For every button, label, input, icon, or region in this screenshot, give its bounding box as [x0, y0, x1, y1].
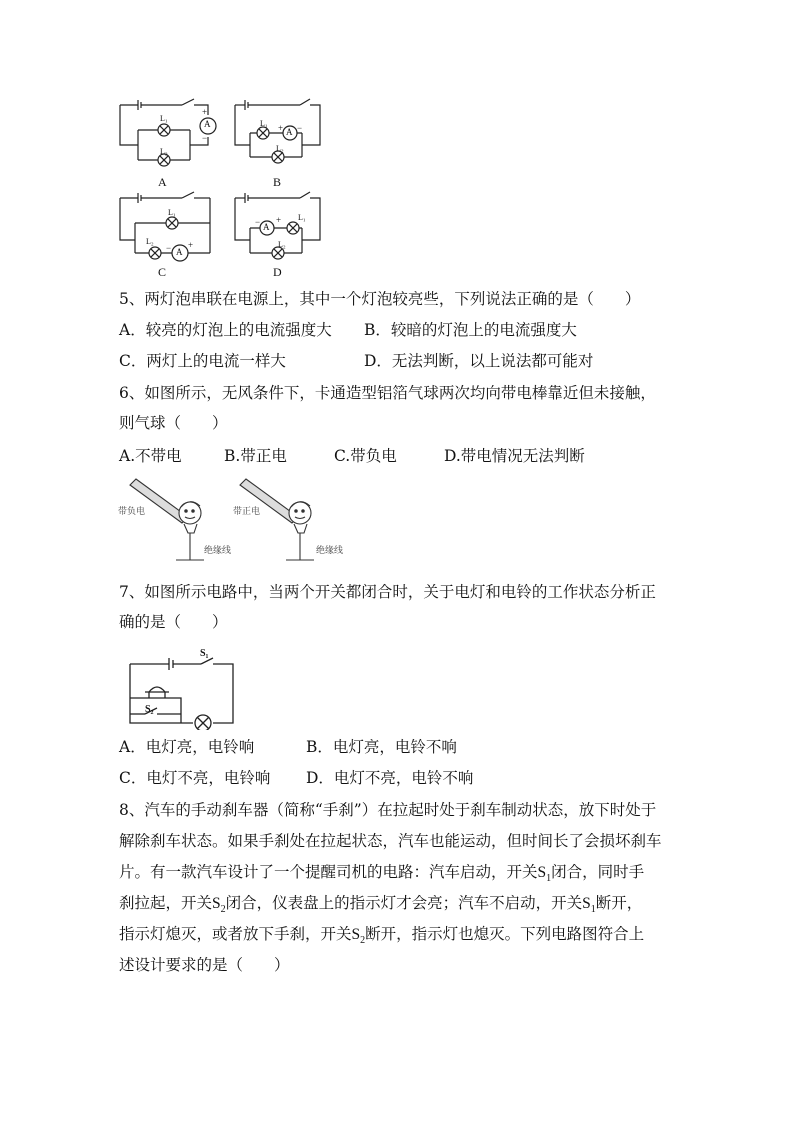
plus-sign-c: + [188, 240, 194, 250]
q7-option-c: C．电灯不亮，电铃响 [119, 769, 271, 787]
balloon-left [176, 502, 204, 560]
minus-sign-a: − [202, 133, 208, 143]
plus-sign-b: + [278, 123, 284, 133]
q8-line3: 片。有一款汽车设计了一个提醒司机的电路：汽车启动，开关$S_1$闭合，同时手 [119, 863, 645, 885]
insulating-string-label-right: 绝缘线 [316, 546, 344, 556]
q4-circuit-figures [110, 95, 330, 290]
q6-option-a: A.不带电 [119, 447, 182, 465]
q8-line4: 刹拉起，开关$S_2$闭合，仪表盘上的指示灯才会亮；汽车不启动，开关$S_1$断开， [119, 894, 643, 916]
q7-option-b: B．电灯亮，电铃不响 [306, 738, 457, 756]
balloon-right [286, 502, 314, 560]
ammeter-b-label: A [286, 127, 293, 137]
positive-rod-label: 带正电 [233, 507, 261, 517]
q5-option-b: B．较暗的灯泡上的电流强度大 [364, 321, 577, 339]
q5-stem: 5、两灯泡串联在电源上，其中一个灯泡较亮些，下列说法正确的是（ ） [119, 290, 641, 308]
q7-option-d: D．电灯不亮，电铃不响 [306, 769, 474, 787]
q6-stem-line2: 则气球（ ） [119, 414, 228, 432]
lamp-l1-label-c: L₁ [168, 208, 176, 217]
lamp-l2-label-c: L₂ [146, 237, 154, 246]
ammeter-c-label: A [176, 247, 183, 257]
plus-sign-a: + [202, 107, 208, 117]
q7-option-a: A．电灯亮，电铃响 [119, 738, 255, 756]
q8-line6: 述设计要求的是（ ） [119, 956, 290, 974]
q6-balloon-figure [118, 475, 363, 567]
q6-option-c: C.带负电 [334, 447, 397, 465]
q8-line1: 8、汽车的手动刹车器（简称“手刹”）在拉起时处于刹车制动状态，放下时处于 [119, 801, 657, 819]
circuit-c [120, 192, 210, 261]
q5-option-d: D．无法判断，以上说法都可能对 [364, 352, 594, 370]
lamp-l2-label-a: L₂ [160, 147, 168, 156]
q8-line5: 指示灯熄灭，或者放下手刹，开关$S_2$断开，指示灯也熄灭。下列电路图符合上 [119, 925, 645, 947]
circuit-b-label: B [273, 175, 282, 189]
insulating-string-label-left: 绝缘线 [204, 546, 232, 556]
q7-stem-line1: 7、如图所示电路中，当两个开关都闭合时，关于电灯和电铃的工作状态分析正 [119, 583, 656, 601]
q6-option-d: D.带电情况无法判断 [444, 447, 585, 465]
q8-line2: 解除刹车状态。如果手刹处在拉起状态，汽车也能运动，但时间长了会损坏刹车 [119, 832, 662, 850]
negative-rod-label: 带负电 [118, 507, 146, 517]
switch-s2-label: S₂ [145, 704, 154, 715]
q5-option-c: C．两灯上的电流一样大 [119, 352, 286, 370]
q7-circuit-figure [125, 648, 240, 730]
minus-sign-b: − [297, 123, 303, 133]
ammeter-a-label: A [204, 119, 211, 129]
switch-s1-label: S₁ [200, 648, 209, 659]
q5-option-a: A．较亮的灯泡上的电流强度大 [119, 321, 332, 339]
plus-sign-d: + [276, 215, 282, 225]
lamp-l1-label-b: L₁ [260, 119, 268, 128]
lamp-l1-label-d: L₁ [298, 213, 306, 222]
lamp-l2-label-d: L₂ [278, 240, 286, 249]
ammeter-d-label: A [263, 222, 270, 232]
lamp-l1-label-a: L₁ [160, 114, 168, 123]
circuit-d-label: D [273, 265, 282, 279]
circuit-c-label: C [158, 265, 167, 279]
circuit-a-label: A [158, 175, 167, 189]
q6-option-b: B.带正电 [224, 447, 287, 465]
q7-stem-line2: 确的是（ ） [119, 613, 228, 631]
minus-sign-d: − [255, 217, 261, 227]
minus-sign-c: − [166, 243, 172, 253]
lamp-l2-label-b: L₂ [276, 144, 284, 153]
q6-stem-line1: 6、如图所示，无风条件下，卡通造型铝箔气球两次均向带电棒靠近但未接触， [119, 384, 656, 402]
